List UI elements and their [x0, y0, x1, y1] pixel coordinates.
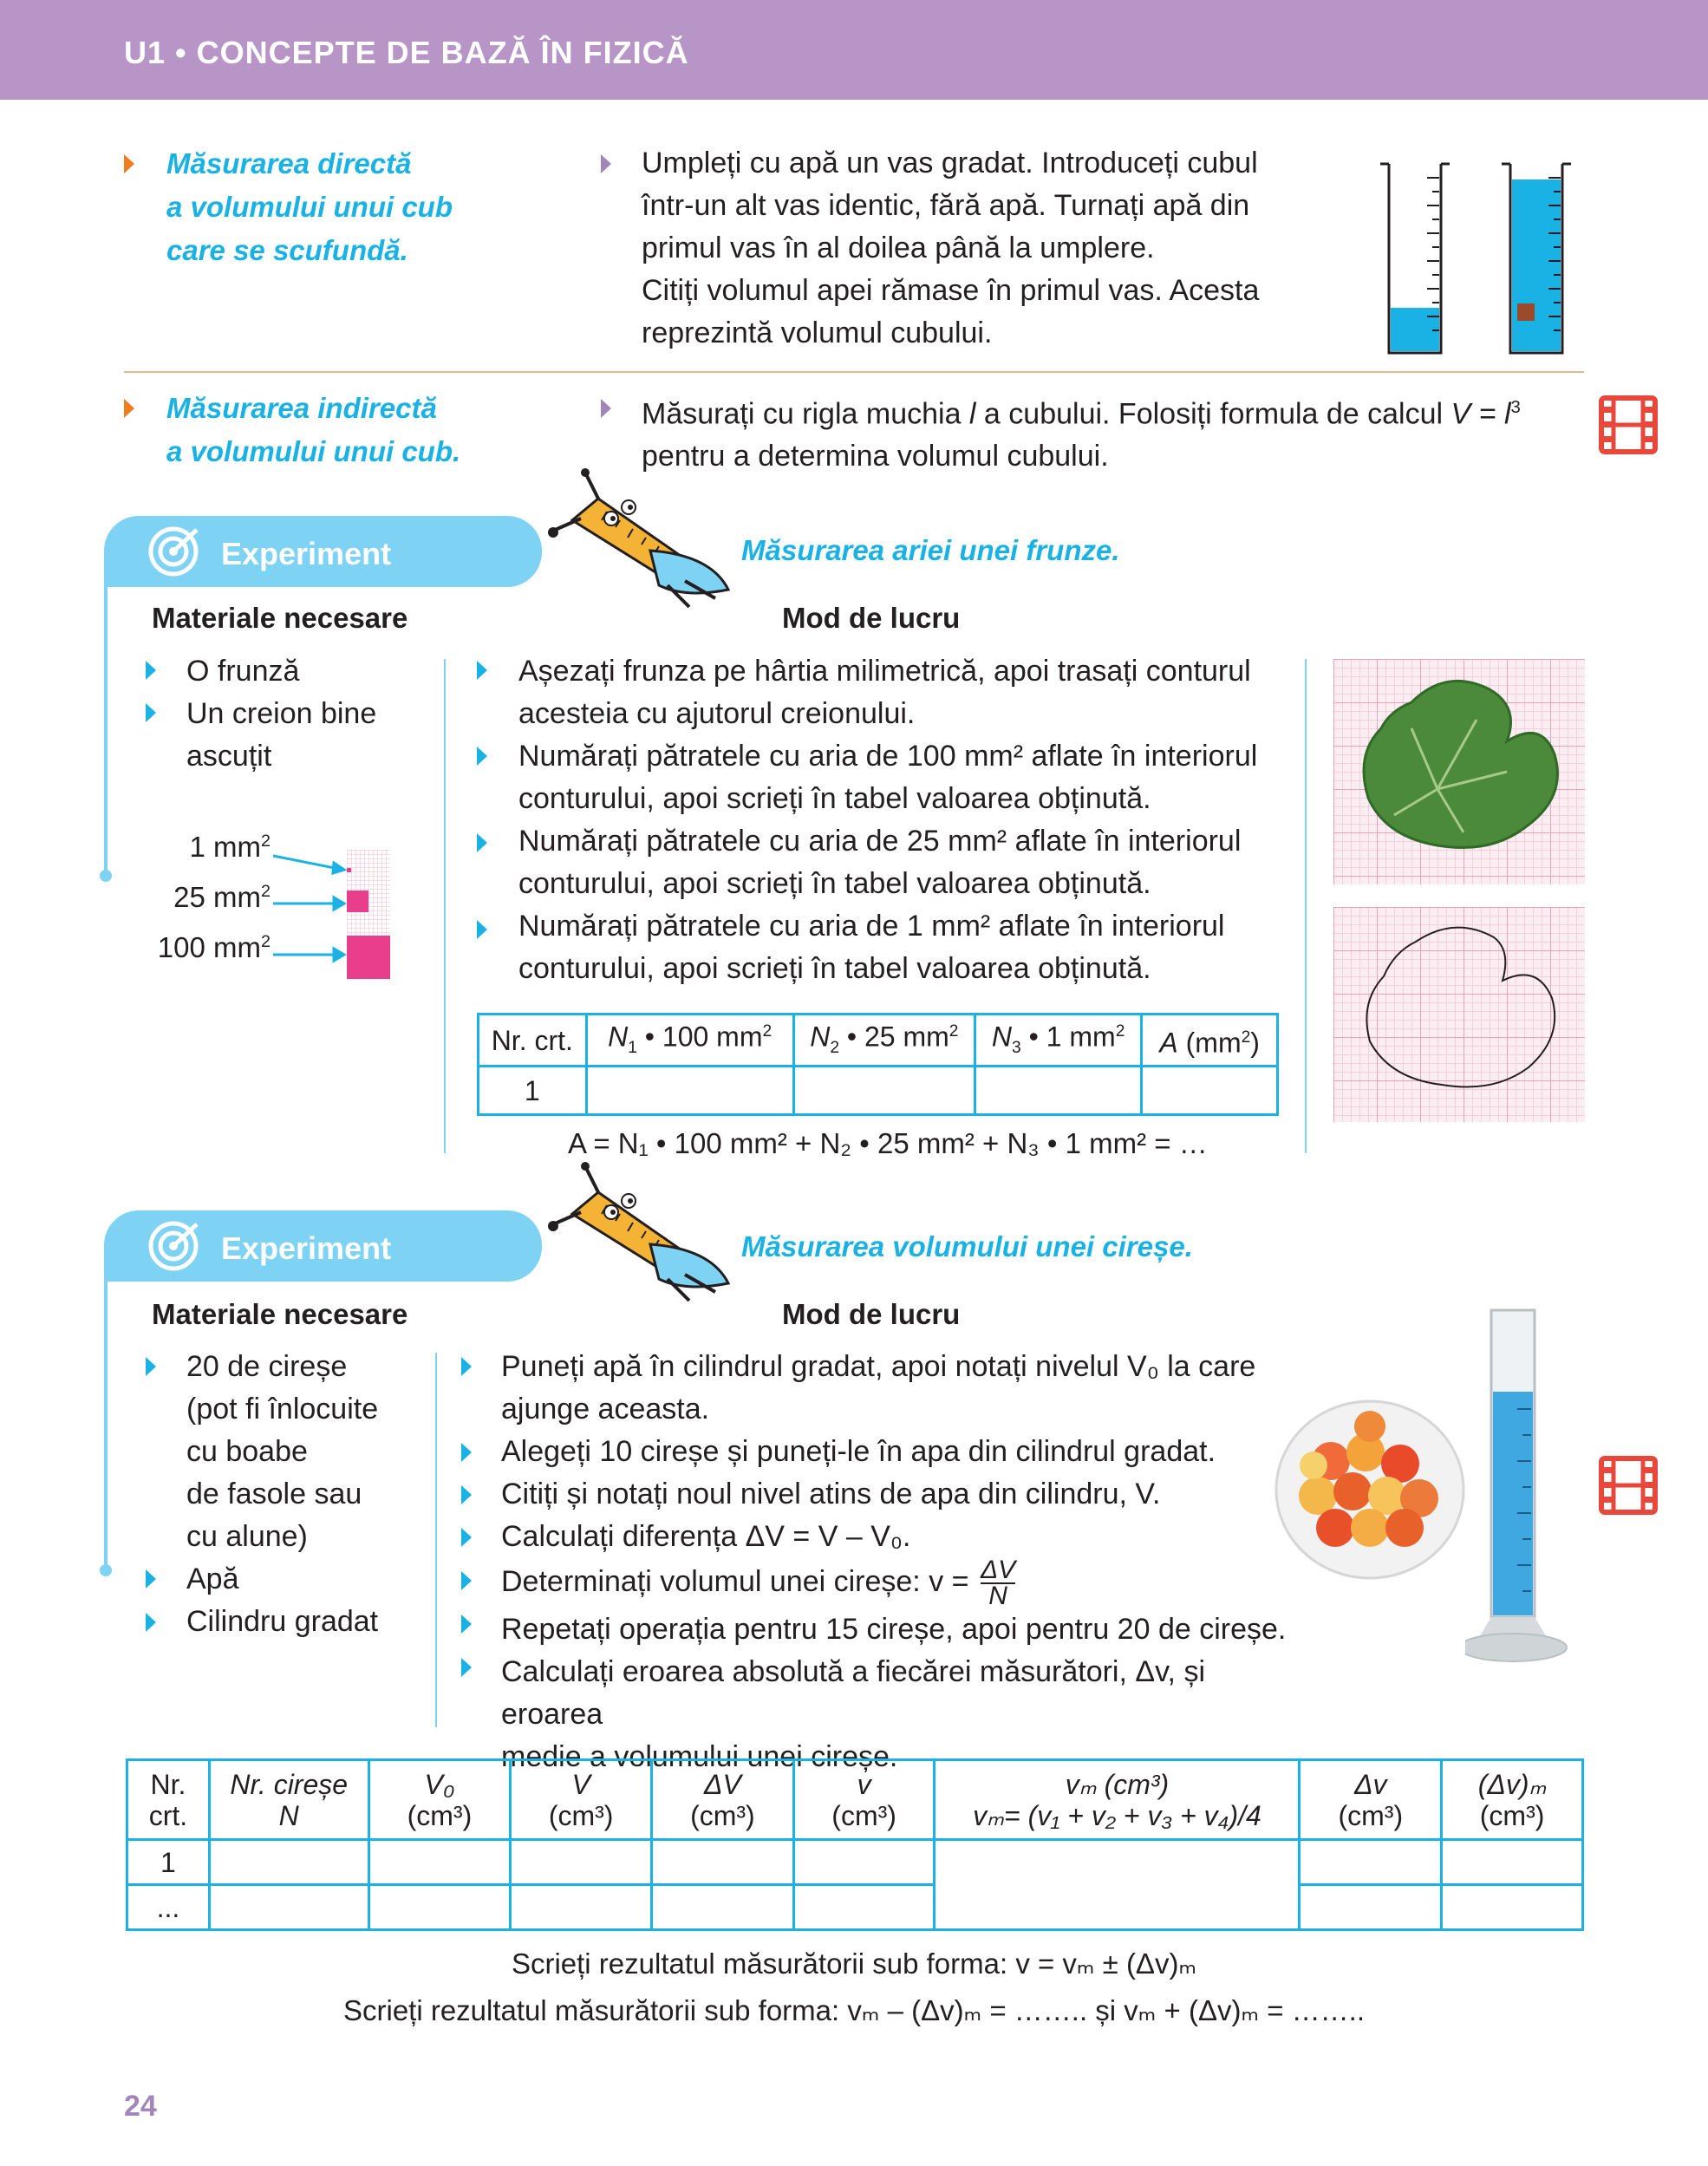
table-cell[interactable] [586, 1067, 793, 1115]
bullet-arrow-icon [146, 661, 156, 680]
experiment2-steps: Puneți apă în cilindrul gradat, apoi notați nivelul V₀ la care ajunge aceasta. Alegeți 10 cireșe și puneți-le în apa din cilindrul gradat. Citiți și notați noul nivel atins de apa din cilindru, V. Calculați diferența ΔV = V – V₀. Determinați volumul unei cireșe: v = $\frac{\Delta V}{N}$ Repetați operația pentru 15 cireșe, apoi pentru 20 de cireșe. Calculați eroarea absolută a fiecărei măsurători, Δv, și eroarea medie a volumului unei cireșe. [501, 1350, 1287, 1773]
materials-list: O frunză Un creion bine ascuțit [186, 655, 377, 773]
table-cell[interactable] [1300, 1885, 1442, 1930]
bullet-arrow-icon [601, 399, 611, 418]
experiment-rail-end [100, 870, 112, 882]
table-cell: 1 [127, 1840, 210, 1885]
method-heading: Mod de lucru [782, 1298, 961, 1330]
table-header: $N_3$ • 1 $mm^2$ [975, 1014, 1141, 1067]
table-cell[interactable] [1300, 1840, 1442, 1885]
table-header: vₘ (cm³) vₘ= (v₁ + v₂ + v₃ + v₄)/4 [935, 1760, 1300, 1840]
table-cell[interactable] [1442, 1840, 1583, 1885]
section-divider [124, 371, 1584, 373]
ruler-mascot-illustration [546, 1162, 737, 1309]
bullet-arrow-icon [461, 1658, 472, 1677]
table-cell[interactable] [368, 1840, 511, 1885]
experiment-rail [104, 1282, 108, 1572]
table-cell[interactable] [1142, 1067, 1278, 1115]
leaf-area-table [477, 1013, 1279, 1116]
bullet-arrow-icon [146, 1569, 156, 1589]
table-cell[interactable] [209, 1885, 368, 1930]
table-cell[interactable] [652, 1885, 794, 1930]
bullet-arrow-icon [477, 833, 487, 852]
table-cell[interactable] [793, 1885, 935, 1930]
bullet-arrow-icon [146, 1613, 156, 1632]
result-instruction-2: Scrieți rezultatul măsurătorii sub forma: vₘ – (Δv)ₘ = …….. și vₘ + (Δv)ₘ = …….. [342, 1994, 1365, 2026]
video-icon[interactable] [1598, 395, 1659, 455]
method-heading: Mod de lucru [782, 602, 961, 634]
bullet-arrow-icon [124, 154, 134, 173]
unit-squares-diagram [273, 845, 403, 980]
table-header: Nr. cireșe N [209, 1760, 368, 1840]
table-row [479, 1067, 1278, 1115]
table-header: V (cm³) [511, 1760, 652, 1840]
result-instruction-1: Scrieți rezultatul măsurătorii sub forma: v = vₘ ± (Δv)ₘ [511, 1947, 1197, 1980]
bullet-arrow-icon [601, 154, 611, 173]
bullet-arrow-icon [461, 1571, 472, 1590]
chapter-title: U1 • CONCEPTE DE BAZĂ ÎN FIZICĂ [124, 35, 689, 70]
bullet-arrow-icon [146, 1357, 156, 1376]
table-row [127, 1840, 1583, 1885]
table-cell[interactable] [935, 1840, 1300, 1930]
table-cell[interactable] [793, 1067, 975, 1115]
experiment1-steps: Așezați frunza pe hârtia milimetrică, apoi trasați conturul acesteia cu ajutorul creionului. Numărați pătratele cu aria de 100 mm² aflate în interiorul conturului, apoi scrieți în tabel valoarea obținută. Numărați pătratele cu aria de 25 mm² aflate în interiorul conturului, apoi scrieți în tabel valoarea obținută. Numărați pătratele cu aria de 1 mm² aflate în interiorul conturului, apoi scrieți în tabel valoarea obținută. [518, 655, 1258, 985]
table-header: A $(mm^2)$ [1142, 1014, 1278, 1067]
bullet-arrow-icon [477, 661, 487, 680]
cherry-volume-table [126, 1758, 1584, 1931]
table-cell[interactable] [975, 1067, 1141, 1115]
target-icon [143, 1219, 204, 1273]
unit-label-25mm: 25 $mm^2$ [173, 881, 271, 913]
bullet-arrow-icon [461, 1485, 472, 1504]
table-cell[interactable] [793, 1840, 935, 1885]
bullet-arrow-icon [461, 1357, 472, 1376]
table-row [127, 1885, 1583, 1930]
video-icon[interactable] [1598, 1455, 1659, 1516]
table-header: ΔV (cm³) [652, 1760, 794, 1840]
experiment-label: Experiment [221, 1230, 392, 1266]
direct-measurement-text: Umpleți cu apă un vas gradat. Introduceți cubul într-un alt vas identic, fără apă. Turnați apă din primul vas în al doilea până la umplere. Citiți volumul apei rămase în primul vas. Acesta reprezintă volumul cubului. [642, 147, 1260, 349]
table-cell: 1 [479, 1067, 587, 1115]
unit-label-1mm: 1 $mm^2$ [189, 831, 271, 863]
indirect-measurement-text: Măsurați cu rigla muchia l a cubului. Folosiți formula de calcul $V = l^3$ pentru a determina volumul cubului. [642, 397, 1521, 473]
leaf-on-graph-paper-image [1333, 659, 1585, 884]
cherries-bowl-image [1270, 1396, 1470, 1582]
table-cell[interactable] [209, 1840, 368, 1885]
experiment-rail [104, 587, 108, 877]
ruler-mascot-illustration [546, 468, 737, 616]
area-formula: A = N₁ • 100 mm² + N₂ • 25 mm² + N₃ • 1 mm² = … [568, 1127, 1208, 1159]
experiment-title: Măsurarea volumului unei cireșe. [741, 1230, 1193, 1262]
column-divider [1305, 659, 1307, 1153]
bullet-arrow-icon [461, 1443, 472, 1462]
graduated-vessels-illustration [1379, 160, 1604, 360]
table-cell[interactable] [1442, 1885, 1583, 1930]
table-header: $N_1$ • 100 $mm^2$ [586, 1014, 793, 1067]
table-header: (Δv)ₘ (cm³) [1442, 1760, 1583, 1840]
bullet-arrow-icon [477, 920, 487, 939]
table-header: V₀ (cm³) [368, 1760, 511, 1840]
materials-heading: Materiale necesare [152, 1298, 408, 1330]
table-cell[interactable] [652, 1840, 794, 1885]
table-header: Nr. crt. [127, 1760, 210, 1840]
column-divider [444, 659, 446, 1153]
experiment-rail-end [100, 1564, 112, 1576]
experiment-label: Experiment [221, 536, 392, 571]
bullet-arrow-icon [461, 1528, 472, 1547]
experiment-title: Măsurarea ariei unei frunze. [741, 534, 1120, 566]
column-divider [435, 1353, 437, 1727]
graduated-cylinder-image [1465, 1305, 1578, 1678]
target-icon [143, 525, 204, 578]
table-header: Nr. crt. [479, 1014, 587, 1067]
table-cell[interactable] [511, 1840, 652, 1885]
table-cell[interactable] [511, 1885, 652, 1930]
indirect-measurement-topic: Măsurarea indirectă a volumului unui cub. [166, 392, 461, 467]
materials-heading: Materiale necesare [152, 602, 408, 634]
bullet-arrow-icon [461, 1615, 472, 1634]
volume-fraction: $\frac{\Delta V}{N}$ [980, 1556, 1016, 1610]
materials-list: 20 de cireșe (pot fi înlocuite cu boabe de fasole sau cu alune) Apă Cilindru gradat [186, 1350, 379, 1638]
unit-label-100mm: 100 $mm^2$ [157, 931, 271, 963]
table-header: $N_2$ • 25 $mm^2$ [793, 1014, 975, 1067]
direct-measurement-topic: Măsurarea directă a volumului unui cub care se scufundă. [166, 147, 453, 266]
bullet-arrow-icon [124, 399, 134, 418]
table-header: v (cm³) [793, 1760, 935, 1840]
bullet-arrow-icon [477, 747, 487, 766]
leaf-outline-image [1333, 907, 1585, 1122]
page-number: 24 [124, 2090, 157, 2123]
bullet-arrow-icon [146, 703, 156, 722]
table-cell: ... [127, 1885, 210, 1930]
table-header: Δv (cm³) [1300, 1760, 1442, 1840]
table-cell[interactable] [368, 1885, 511, 1930]
